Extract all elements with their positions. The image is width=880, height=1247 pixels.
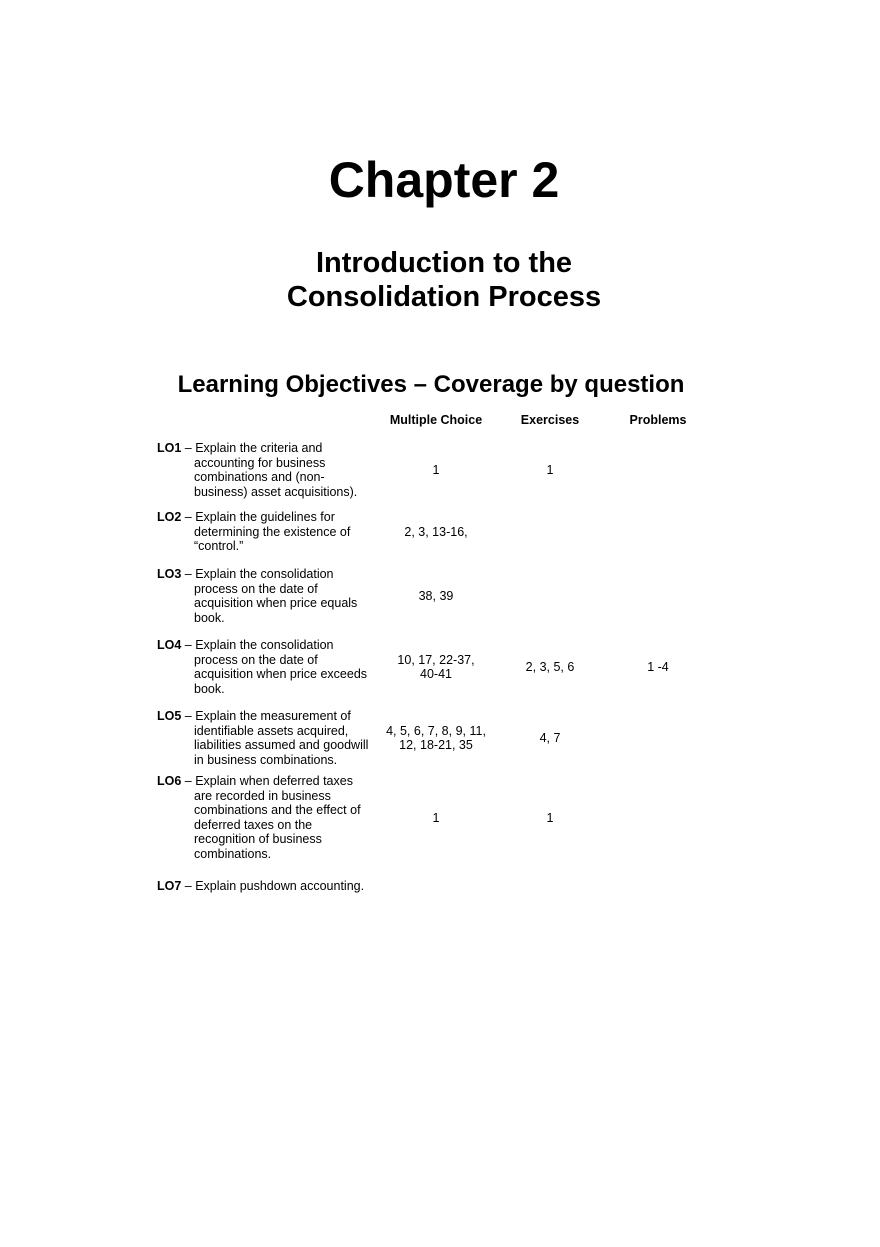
exercises-cell bbox=[500, 567, 600, 625]
objective-first-line: Explain when deferred taxes bbox=[195, 774, 353, 788]
objective-description-line: are recorded in business bbox=[194, 788, 331, 803]
problems-cell bbox=[608, 510, 708, 554]
column-header-problems: Problems bbox=[629, 413, 687, 427]
objective-row-lo3 bbox=[0, 567, 880, 625]
multiple-choice-cell-content bbox=[433, 463, 440, 478]
multiple-choice-cell-line: 12, 18-21, 35 bbox=[399, 738, 473, 753]
multiple-choice-cell-line: 38, 39 bbox=[418, 588, 454, 603]
multiple-choice-cell-line: 4, 5, 6, 7, 8, 9, 11, bbox=[386, 723, 486, 738]
exercises-cell-line: 1 bbox=[546, 462, 554, 477]
column-header-exercises: Exercises bbox=[520, 413, 580, 427]
objective-description-line: “control.” bbox=[194, 539, 244, 554]
exercises-cell-content bbox=[540, 731, 561, 746]
objective-row-lo4 bbox=[0, 638, 880, 696]
objective-code: LO5 bbox=[157, 709, 182, 723]
objective-description bbox=[194, 789, 374, 862]
objective-description-line: liabilities assumed and goodwill bbox=[194, 738, 369, 753]
objective-description bbox=[194, 582, 374, 626]
exercises-cell-line: 2, 3, 5, 6 bbox=[525, 659, 575, 674]
multiple-choice-cell-content bbox=[433, 811, 440, 826]
objective-description bbox=[194, 724, 374, 768]
problems-cell-line: 1 -4 bbox=[647, 659, 669, 674]
problems-cell bbox=[608, 709, 708, 767]
objective-first-line: Explain the guidelines for bbox=[195, 510, 335, 524]
objective-description-line: combinations. bbox=[194, 846, 272, 861]
objective-first-line: Explain the consolidation bbox=[195, 567, 334, 581]
exercises-cell bbox=[500, 441, 600, 499]
exercises-cell bbox=[500, 709, 600, 767]
objective-description-line: process on the date of bbox=[194, 581, 318, 596]
problems-cell bbox=[608, 441, 708, 499]
multiple-choice-cell bbox=[375, 638, 497, 696]
objective-description-line: identifiable assets acquired, bbox=[194, 723, 349, 738]
exercises-cell bbox=[500, 879, 600, 894]
objective-first-line: Explain the criteria and bbox=[195, 441, 323, 455]
objective-first-line: Explain the measurement of bbox=[195, 709, 351, 723]
multiple-choice-cell bbox=[375, 567, 497, 625]
problems-cell bbox=[608, 567, 708, 625]
chapter-title: Chapter 2 bbox=[328, 152, 560, 208]
objective-description-line: deferred taxes on the bbox=[194, 817, 313, 832]
objective-description-line: accounting for business bbox=[194, 455, 326, 470]
objective-row-lo5 bbox=[0, 709, 880, 767]
exercises-cell bbox=[500, 774, 600, 862]
chapter-subtitle bbox=[0, 246, 880, 314]
objective-row-lo1 bbox=[0, 441, 880, 499]
exercises-cell bbox=[500, 638, 600, 696]
objective-code: LO2 bbox=[157, 510, 182, 524]
objective-code: LO6 bbox=[157, 774, 182, 788]
objective-code-line: LO5 – Explain the measurement of bbox=[157, 709, 351, 723]
objective-code-line: LO7 – Explain pushdown accounting. bbox=[157, 879, 365, 893]
multiple-choice-cell-line: 2, 3, 13-16, bbox=[404, 524, 468, 539]
objective-code: LO3 bbox=[157, 567, 182, 581]
objective-description-line: process on the date of bbox=[194, 652, 318, 667]
objective-description bbox=[194, 525, 374, 554]
objective-description-line: combinations and (non- bbox=[194, 470, 325, 485]
multiple-choice-cell bbox=[375, 510, 497, 554]
objective-description-line: determining the existence of bbox=[194, 524, 351, 539]
multiple-choice-cell bbox=[375, 709, 497, 767]
exercises-cell-content bbox=[547, 463, 554, 478]
objective-first-line: Explain the consolidation bbox=[195, 638, 334, 652]
objective-description-line: recognition of business bbox=[194, 832, 322, 847]
objective-description-line: acquisition when price equals bbox=[194, 596, 358, 611]
exercises-cell-content bbox=[547, 811, 554, 826]
objective-code-line: LO2 – Explain the guidelines for bbox=[157, 510, 335, 524]
objective-first-line: Explain pushdown accounting. bbox=[195, 879, 365, 893]
problems-cell-content bbox=[647, 660, 669, 675]
objective-code: LO4 bbox=[157, 638, 182, 652]
objective-row-lo6 bbox=[0, 774, 880, 862]
objective-description-line: business) asset acquisitions). bbox=[194, 484, 358, 499]
multiple-choice-cell-line: 1 bbox=[432, 810, 440, 825]
objective-description-line: acquisition when price exceeds bbox=[194, 667, 368, 682]
multiple-choice-cell bbox=[375, 879, 497, 894]
subtitle-line-1: Introduction to the bbox=[315, 247, 573, 279]
objective-description-line: book. bbox=[194, 610, 225, 625]
column-header-multiple-choice: Multiple Choice bbox=[389, 413, 483, 427]
multiple-choice-cell-line: 10, 17, 22-37, bbox=[397, 652, 475, 667]
objective-code: LO1 bbox=[157, 441, 182, 455]
exercises-cell-line: 1 bbox=[546, 810, 554, 825]
multiple-choice-cell bbox=[375, 441, 497, 499]
objective-code-line: LO1 – Explain the criteria and bbox=[157, 441, 323, 455]
objective-code-line: LO4 – Explain the consolidation bbox=[157, 638, 334, 652]
multiple-choice-cell-content bbox=[397, 653, 474, 682]
multiple-choice-cell-content bbox=[419, 589, 454, 604]
multiple-choice-cell-line: 1 bbox=[432, 462, 440, 477]
objective-code-line: LO6 – Explain when deferred taxes bbox=[157, 774, 353, 788]
subtitle-line-2: Consolidation Process bbox=[286, 281, 602, 313]
objective-code-line: LO3 – Explain the consolidation bbox=[157, 567, 334, 581]
multiple-choice-cell-line: 40-41 bbox=[420, 667, 452, 682]
exercises-cell-line: 4, 7 bbox=[539, 730, 561, 745]
problems-cell bbox=[608, 879, 708, 894]
multiple-choice-cell-content bbox=[404, 525, 467, 540]
objective-description bbox=[194, 456, 374, 500]
objective-description bbox=[194, 653, 374, 697]
exercises-cell bbox=[500, 510, 600, 554]
problems-cell bbox=[608, 774, 708, 862]
learning-objectives-heading: Learning Objectives – Coverage by question bbox=[177, 371, 685, 398]
objective-description-line: combinations and the effect of bbox=[194, 803, 361, 818]
problems-cell bbox=[608, 638, 708, 696]
objective-row-lo2 bbox=[0, 510, 880, 554]
objective-row-lo7 bbox=[0, 879, 880, 894]
exercises-cell-content bbox=[526, 660, 575, 675]
objective-code: LO7 bbox=[157, 879, 182, 893]
objective-description-line: in business combinations. bbox=[194, 752, 338, 767]
objective-description-line: book. bbox=[194, 681, 225, 696]
multiple-choice-cell bbox=[375, 774, 497, 862]
multiple-choice-cell-content bbox=[386, 724, 486, 753]
